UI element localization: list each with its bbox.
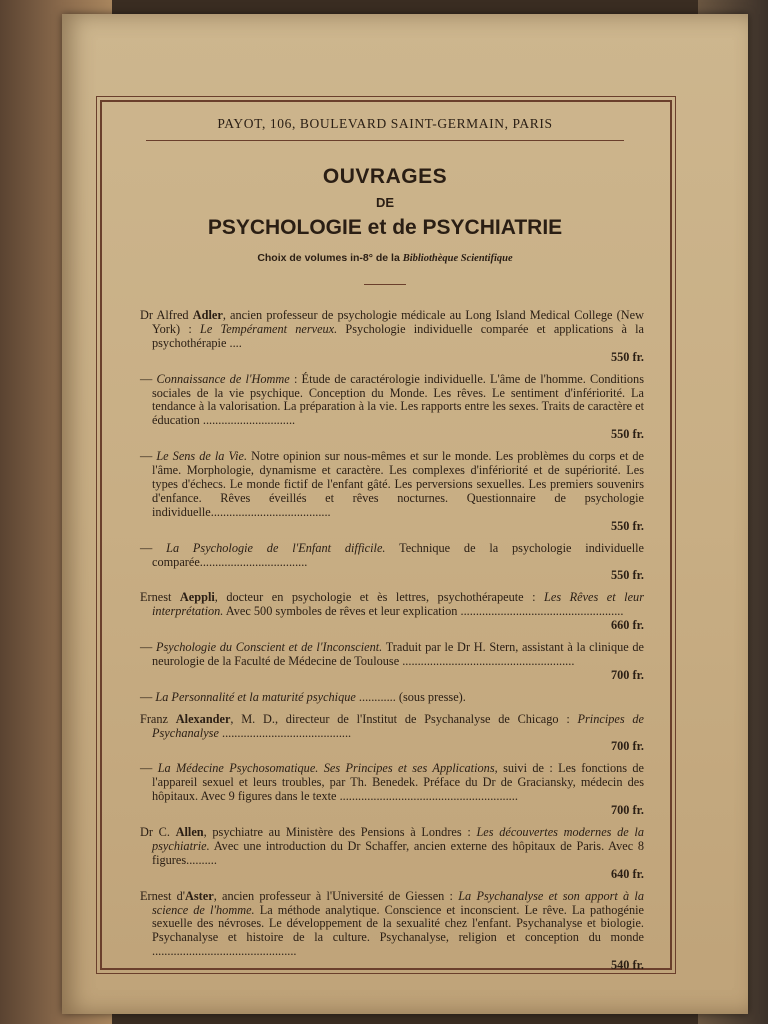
entry-text: Ernest d' bbox=[140, 888, 186, 903]
catalog-entry bbox=[140, 762, 644, 818]
catalog-entry bbox=[140, 890, 644, 973]
catalog-entry bbox=[140, 641, 644, 683]
entry-text: — bbox=[140, 640, 156, 655]
entry-text: Psychologie individuelle comparée et applications à la psychothérapie .... bbox=[152, 321, 645, 350]
entry-text: , ancien professeur à l'Université de Giessen : bbox=[213, 888, 459, 903]
entry-title: Principes de Psychanalyse bbox=[152, 711, 644, 740]
entry-text: suivi de : Les fonctions de l'appareil sexuel et leurs troubles, par Th. Benedek. Préface du Dr de Graciansky, médecin des hôpitaux. Avec 9 figures dans le texte .......................................................... bbox=[152, 761, 645, 804]
entry-text: — bbox=[140, 761, 158, 776]
entry-price: 550 fr. bbox=[610, 349, 644, 364]
catalog-entries bbox=[140, 309, 644, 973]
catalog-entry bbox=[140, 691, 644, 705]
entry-title: Psychologie du Conscient et de l'Inconscient. bbox=[155, 640, 383, 655]
entry-author: Aeppli bbox=[179, 590, 215, 605]
entry-price: 700 fr. bbox=[610, 667, 644, 682]
divider-rule bbox=[364, 284, 406, 285]
entry-price: 550 fr. bbox=[610, 518, 644, 533]
catalog-entry bbox=[140, 713, 644, 755]
catalog-entry bbox=[140, 826, 644, 882]
catalog-entry bbox=[140, 542, 644, 584]
entry-text: , M. D., directeur de l'Institut de Psychanalyse de Chicago : bbox=[230, 711, 578, 726]
entry-title: La Psychologie de l'Enfant difficile. bbox=[166, 540, 386, 555]
entry-price: 550 fr. bbox=[610, 568, 644, 583]
entry-price: 700 fr. bbox=[610, 739, 644, 754]
entry-price: 700 fr. bbox=[610, 803, 644, 818]
entry-text: — bbox=[140, 540, 167, 555]
entry-text: Notre opinion sur nous-mêmes et sur le monde. Les problèmes du corps et de l'âme. Morphologie, dynamisme et caractère. Les complexes d'infériorité et de supériorité. Les types d'échecs. Le monde fictif de l'enfant gâté. Les perversions sexuelles. Les premiers souvenirs d'enfance. Rêves éveillés et rêves nocturnes. Questionnaire de psychologie individuelle....................................... bbox=[152, 449, 645, 519]
entry-author: Alexander bbox=[175, 711, 231, 726]
publisher-header: PAYOT, 106, BOULEVARD SAINT-GERMAIN, PARIS bbox=[217, 116, 553, 131]
entry-text: La méthode analytique. Conscience et inconscient. Le rêve. La pathogénie sexuelle des névroses. Le développement de la sexualité chez l'enfant. Psychanalyse et biologie. Psychanalyse et histoire de la culture. Psychanalyse, religion et conception du monde ............................................... bbox=[152, 902, 644, 959]
subtitle-plain: Choix de volumes in-8° de la bbox=[257, 252, 400, 264]
entry-text: .......................................... bbox=[218, 725, 352, 740]
entry-price: 660 fr. bbox=[610, 618, 644, 633]
entry-title: Connaissance de l'Homme bbox=[156, 371, 290, 386]
page-border-frame bbox=[100, 100, 672, 973]
entry-price: 640 fr. bbox=[610, 866, 644, 881]
entry-text: ............ (sous presse). bbox=[355, 689, 466, 704]
entry-author: Aster bbox=[185, 888, 214, 903]
title-line-3: PSYCHOLOGIE et de PSYCHIATRIE bbox=[207, 216, 563, 239]
entry-text: , psychiatre au Ministère des Pensions à Londres : bbox=[203, 825, 477, 839]
entry-title: La Médecine Psychosomatique. Ses Principes et ses Applications, bbox=[157, 761, 498, 776]
catalog-entry bbox=[140, 309, 644, 365]
entry-text: , docteur en psychologie et ès lettres, psychothérapeute : bbox=[214, 590, 545, 605]
entry-text: — bbox=[140, 371, 157, 386]
title-line-2: DE bbox=[375, 195, 395, 210]
entry-text: Avec 500 symboles de rêves et leur explication ..................................................... bbox=[223, 604, 624, 619]
entry-price: 550 fr. bbox=[610, 427, 644, 442]
subtitle bbox=[110, 252, 660, 264]
entry-text: Franz bbox=[140, 711, 176, 726]
entry-title: La Personnalité et la maturité psychique bbox=[155, 689, 356, 704]
title-line-1: OUVRAGES bbox=[322, 165, 448, 188]
entry-text: Traduit par le Dr H. Stern, assistant à la clinique de neurologie de la Faculté de Médecine de Toulouse ........................................................ bbox=[152, 640, 644, 668]
catalog-entry bbox=[140, 591, 644, 633]
entry-title: La Psychanalyse et son apport à la science de l'homme. bbox=[152, 888, 644, 917]
entry-title: Les Rêves et leur interprétation. bbox=[152, 590, 644, 619]
entry-text: , ancien professeur de psychologie médicale au Long Island Medical College (New York) : bbox=[152, 308, 644, 336]
entry-title: Le Sens de la Vie. bbox=[156, 449, 248, 464]
entry-title: Les découvertes modernes de la psychiatrie. bbox=[152, 825, 644, 853]
subtitle-italic: Bibliothèque Scientifique bbox=[402, 253, 513, 264]
header-rule bbox=[146, 140, 624, 141]
entry-text: Dr C. bbox=[140, 825, 176, 839]
entry-text: Ernest bbox=[140, 590, 180, 605]
entry-text: Avec une introduction du Dr Schaffer, ancien externe des hôpitaux de Paris. Avec 8 figures.......... bbox=[152, 838, 644, 867]
entry-title: Le Tempérament nerveux. bbox=[200, 321, 338, 336]
entry-text: — bbox=[140, 449, 157, 464]
catalog-entry bbox=[140, 450, 644, 533]
entry-price: 540 fr. bbox=[610, 958, 644, 973]
entry-author: Adler bbox=[192, 308, 223, 322]
page-content bbox=[110, 108, 660, 973]
entry-text: — bbox=[140, 689, 156, 704]
entry-text: Technique de la psychologie individuelle comparée................................... bbox=[152, 540, 644, 569]
entry-text: Dr Alfred bbox=[140, 308, 193, 322]
catalog-entry bbox=[140, 373, 644, 443]
entry-author: Allen bbox=[175, 825, 204, 839]
entry-text: : Étude de caractérologie individuelle. L'âme de l'homme. Conditions sociales de la vie psychique. Conception du Monde. Les rêves. Le sentiment d'infériorité. La tendance à la valorisation. La préparation à la vie. Les rapports entre les sexes. Traits de caractère et éducation .............................. bbox=[152, 371, 644, 428]
